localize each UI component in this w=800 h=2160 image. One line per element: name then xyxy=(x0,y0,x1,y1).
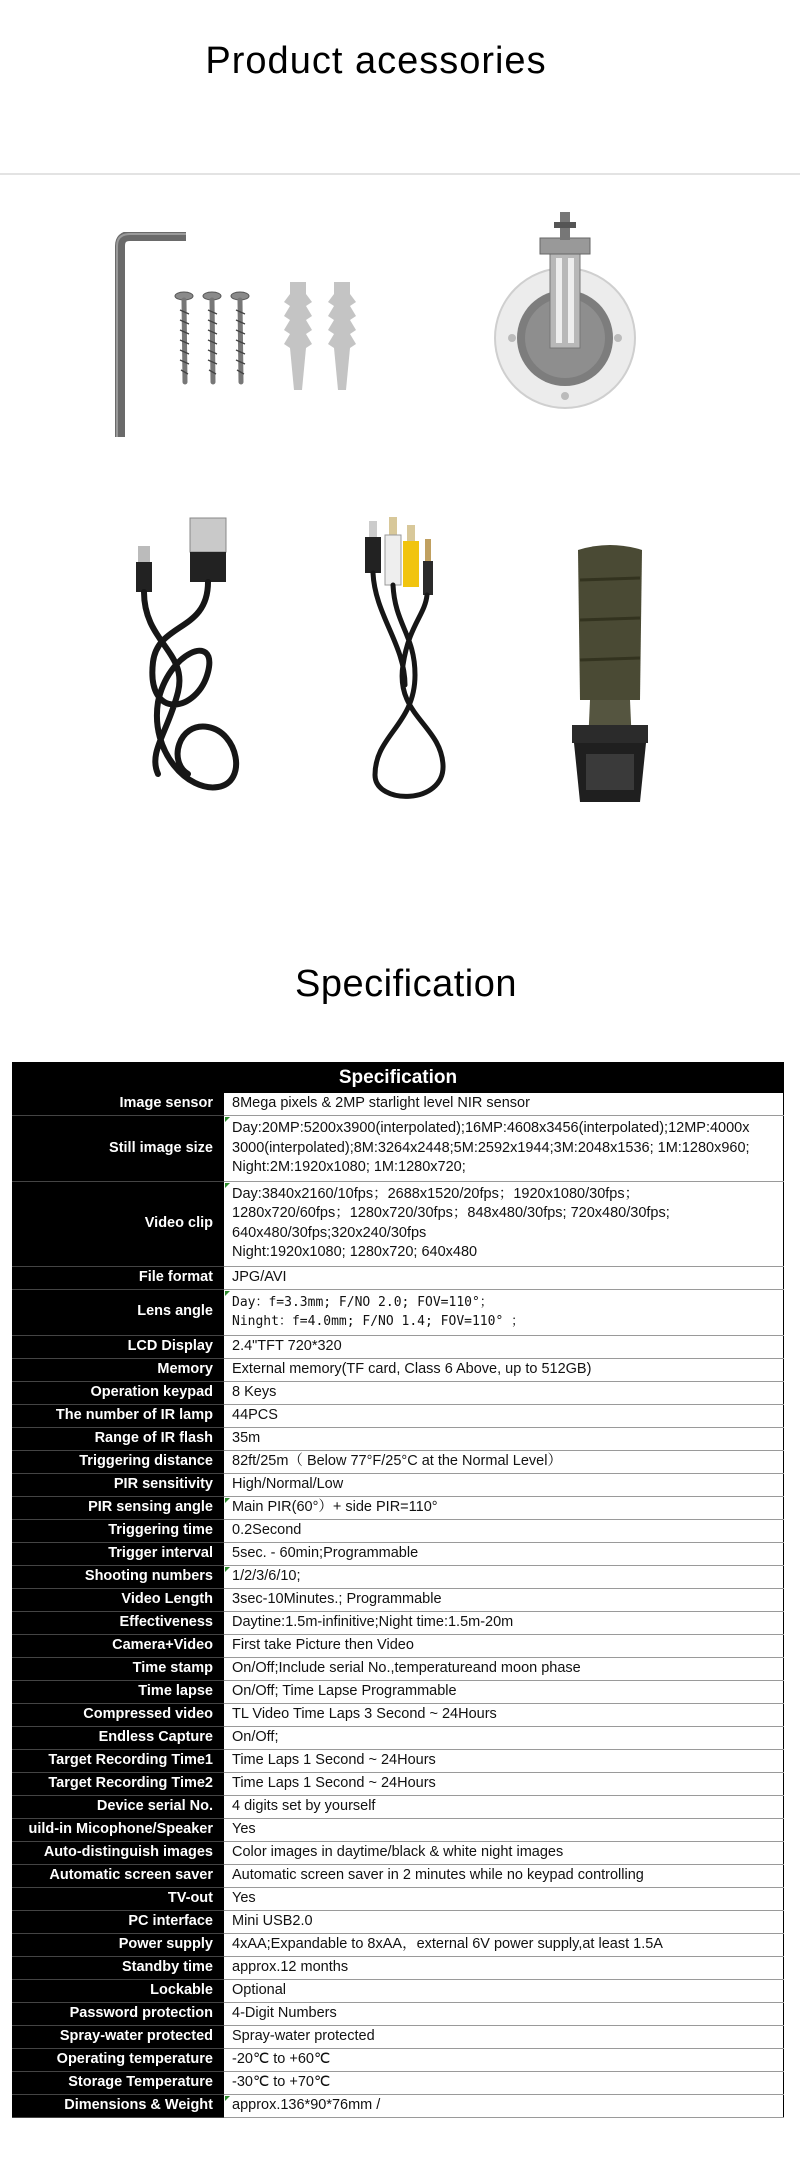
spec-value-text: 35m xyxy=(232,1429,261,1446)
wall-anchors-icon xyxy=(280,282,366,392)
cell-marker xyxy=(225,2096,230,2101)
spec-value xyxy=(224,1703,784,1726)
cell-marker xyxy=(225,1567,230,1572)
spec-label: Compressed video xyxy=(13,1703,224,1726)
table-row xyxy=(13,1726,784,1749)
spec-value xyxy=(224,1933,784,1956)
cell-marker xyxy=(225,1498,230,1503)
spec-value xyxy=(224,1358,784,1381)
table-row xyxy=(13,1611,784,1634)
spec-value-text: Mini USB2.0 xyxy=(232,1912,313,1929)
spec-value-text: Color images in daytime/black & white night images xyxy=(232,1843,564,1860)
table-row xyxy=(13,1910,784,1933)
cell-marker xyxy=(225,1291,230,1296)
table-row xyxy=(13,1496,784,1519)
spec-value-text: 1/2/3/6/10; xyxy=(232,1567,301,1584)
spec-value xyxy=(224,1093,784,1116)
table-row xyxy=(13,1542,784,1565)
spec-label: Triggering time xyxy=(13,1519,224,1542)
table-row xyxy=(13,1181,784,1266)
spec-value-text: 8Mega pixels & 2MP starlight level NIR sensor xyxy=(232,1095,530,1112)
strap-icon xyxy=(560,540,660,805)
spec-value-text: Yes xyxy=(232,1820,256,1837)
spec-value xyxy=(224,1519,784,1542)
spec-label: Dimensions & Weight xyxy=(13,2094,224,2117)
spec-label: Lockable xyxy=(13,1979,224,2002)
spec-value xyxy=(224,1427,784,1450)
spec-label: Target Recording Time1 xyxy=(13,1749,224,1772)
spec-value-text: 4 digits set by yourself xyxy=(232,1797,376,1814)
spec-value xyxy=(224,2071,784,2094)
table-row xyxy=(13,1588,784,1611)
spec-value-line: 3000(interpolated);8M:3264x2448;5M:2592x1944;3M:2048x1536; 1M:1280x960; xyxy=(232,1139,750,1156)
specification-heading: Specification xyxy=(295,963,517,1005)
spec-value-text: TL Video Time Laps 3 Second ~ 24Hours xyxy=(232,1705,497,1722)
table-row xyxy=(13,2002,784,2025)
spec-value-text: On/Off; xyxy=(232,1728,279,1745)
spec-value xyxy=(224,1956,784,1979)
spec-label: Time lapse xyxy=(13,1680,224,1703)
spec-value xyxy=(224,1795,784,1818)
spec-value xyxy=(224,2048,784,2071)
spec-value xyxy=(224,1381,784,1404)
spec-label: Range of IR flash xyxy=(13,1427,224,1450)
spec-label: Still image size xyxy=(13,1116,224,1182)
table-row xyxy=(13,1634,784,1657)
spec-value-text: JPG/AVI xyxy=(232,1268,287,1285)
spec-value-text: 44PCS xyxy=(232,1406,278,1423)
table-row xyxy=(13,1818,784,1841)
accessories-title: Product acessories xyxy=(205,40,547,82)
table-row xyxy=(13,1266,784,1289)
spec-label: Endless Capture xyxy=(13,1726,224,1749)
table-row xyxy=(13,1703,784,1726)
spec-value xyxy=(224,2094,784,2117)
spec-label: Time stamp xyxy=(13,1657,224,1680)
spec-value xyxy=(224,1335,784,1358)
spec-value-text: 5sec. - 60min;Programmable xyxy=(232,1544,419,1561)
spec-label: uild-in Micophone/Speaker xyxy=(13,1818,224,1841)
table-row xyxy=(13,1565,784,1588)
specification-table-title: Specification xyxy=(13,1063,784,1093)
spec-value xyxy=(224,2002,784,2025)
spec-label: Standby time xyxy=(13,1956,224,1979)
spec-label: Camera+Video xyxy=(13,1634,224,1657)
spec-value-text: 82ft/25m（ Below 77°F/25°C at the Normal Level） xyxy=(232,1452,562,1469)
spec-value-text: High/Normal/Low xyxy=(232,1475,344,1492)
spec-value xyxy=(224,1404,784,1427)
table-row xyxy=(13,1427,784,1450)
spec-value-line: Day：f=3.3mm; F/NO 2.0; FOV=110°； xyxy=(232,1294,493,1310)
spec-value xyxy=(224,1910,784,1933)
spec-value xyxy=(224,1818,784,1841)
table-row xyxy=(13,1093,784,1116)
table-row xyxy=(13,1519,784,1542)
spec-value xyxy=(224,1496,784,1519)
cell-marker xyxy=(225,1183,230,1188)
table-row xyxy=(13,1450,784,1473)
spec-value xyxy=(224,1772,784,1795)
table-row xyxy=(13,1841,784,1864)
table-row xyxy=(13,2094,784,2117)
spec-value xyxy=(224,1542,784,1565)
spec-value xyxy=(224,1588,784,1611)
spec-value-text: External memory(TF card, Class 6 Above, up to 512GB) xyxy=(232,1360,592,1377)
spec-value-line: Day:3840x2160/10fps；2688x1520/20fps；1920x1080/30fps； xyxy=(232,1185,640,1202)
specification-table xyxy=(12,1062,784,2118)
spec-value-text: Yes xyxy=(232,1889,256,1906)
table-row xyxy=(13,1680,784,1703)
spec-label: Password protection xyxy=(13,2002,224,2025)
spec-value-text: 4xAA;Expandable to 8xAA，external 6V power supply,at least 1.5A xyxy=(232,1935,663,1952)
spec-value-text: Spray-water protected xyxy=(232,2027,375,2044)
spec-label: Target Recording Time2 xyxy=(13,1772,224,1795)
spec-label: File format xyxy=(13,1266,224,1289)
spec-label: PIR sensitivity xyxy=(13,1473,224,1496)
spec-value xyxy=(224,1887,784,1910)
spec-value xyxy=(224,1726,784,1749)
wall-mount-bracket-icon xyxy=(490,208,640,418)
spec-value-text: approx.136*90*76mm / xyxy=(232,2096,381,2113)
spec-value-line: 1280x720/60fps；1280x720/30fps；848x480/30fps; 720x480/30fps; xyxy=(232,1205,670,1221)
table-row xyxy=(13,1956,784,1979)
screws-icon xyxy=(172,290,254,390)
spec-label: PC interface xyxy=(13,1910,224,1933)
table-row xyxy=(13,1657,784,1680)
table-row xyxy=(13,1404,784,1427)
table-row xyxy=(13,1979,784,2002)
spec-value-line: Night:2M:1920x1080; 1M:1280x720; xyxy=(232,1159,466,1175)
spec-value xyxy=(224,1657,784,1680)
spec-value xyxy=(224,1864,784,1887)
spec-value-text: Time Laps 1 Second ~ 24Hours xyxy=(232,1751,436,1768)
spec-value-text: 8 Keys xyxy=(232,1383,277,1400)
spec-value-text: Optional xyxy=(232,1981,287,1998)
table-row xyxy=(13,2071,784,2094)
spec-value-text: Main PIR(60°）+ side PIR=110° xyxy=(232,1498,438,1515)
spec-value xyxy=(224,1749,784,1772)
spec-value-text: -20℃ to +60℃ xyxy=(232,2050,331,2067)
spec-label: Auto-distinguish images xyxy=(13,1841,224,1864)
spec-label: Image sensor xyxy=(13,1093,224,1116)
spec-value xyxy=(224,1181,784,1266)
spec-label: Storage Temperature xyxy=(13,2071,224,2094)
spec-label: Video Length xyxy=(13,1588,224,1611)
spec-value xyxy=(224,1979,784,2002)
spec-label: TV-out xyxy=(13,1887,224,1910)
spec-value xyxy=(224,1473,784,1496)
spec-value-text: -30℃ to +70℃ xyxy=(232,2073,331,2090)
spec-value-line: Ninght：f=4.0mm; F/NO 1.4; FOV=110° ； xyxy=(232,1314,525,1329)
table-row xyxy=(13,2025,784,2048)
spec-label: Effectiveness xyxy=(13,1611,224,1634)
spec-value xyxy=(224,1289,784,1335)
spec-label: PIR sensing angle xyxy=(13,1496,224,1519)
table-row xyxy=(13,1933,784,1956)
table-row xyxy=(13,1749,784,1772)
spec-label: Video clip xyxy=(13,1181,224,1266)
spec-value-text: 0.2Second xyxy=(232,1521,302,1538)
spec-value-text: 2.4"TFT 720*320 xyxy=(232,1337,342,1354)
spec-label: Automatic screen saver xyxy=(13,1864,224,1887)
spec-value xyxy=(224,1841,784,1864)
cell-marker xyxy=(225,1117,230,1122)
spec-value-text: On/Off;Include serial No.,temperatureand moon phase xyxy=(232,1659,581,1676)
spec-value xyxy=(224,2025,784,2048)
spec-value-text: approx.12 months xyxy=(232,1958,349,1975)
specification-rows xyxy=(13,1093,784,2118)
spec-value xyxy=(224,1611,784,1634)
spec-label: Operating temperature xyxy=(13,2048,224,2071)
table-row xyxy=(13,1358,784,1381)
spec-value-text: Time Laps 1 Second ~ 24Hours xyxy=(232,1774,436,1791)
spec-label: Triggering distance xyxy=(13,1450,224,1473)
spec-value xyxy=(224,1565,784,1588)
table-row xyxy=(13,2048,784,2071)
usb-cable-icon xyxy=(128,512,268,802)
spec-value-text: 4-Digit Numbers xyxy=(232,2004,337,2021)
table-row xyxy=(13,1864,784,1887)
spec-value xyxy=(224,1450,784,1473)
spec-label: Device serial No. xyxy=(13,1795,224,1818)
table-row xyxy=(13,1887,784,1910)
table-row xyxy=(13,1795,784,1818)
spec-label: Memory xyxy=(13,1358,224,1381)
spec-label: The number of IR lamp xyxy=(13,1404,224,1427)
spec-label: LCD Display xyxy=(13,1335,224,1358)
spec-value xyxy=(224,1680,784,1703)
spec-value xyxy=(224,1634,784,1657)
section-divider xyxy=(0,173,800,175)
spec-value-text: First take Picture then Video xyxy=(232,1636,414,1653)
spec-label: Operation keypad xyxy=(13,1381,224,1404)
table-row xyxy=(13,1381,784,1404)
table-row xyxy=(13,1772,784,1795)
spec-value-text: Automatic screen saver in 2 minutes while no keypad controlling xyxy=(232,1866,644,1883)
spec-label: Shooting numbers xyxy=(13,1565,224,1588)
spec-value-text: Daytine:1.5m-infinitive;Night time:1.5m-20m xyxy=(232,1613,514,1630)
spec-value xyxy=(224,1266,784,1289)
spec-label: Trigger interval xyxy=(13,1542,224,1565)
table-row xyxy=(13,1116,784,1182)
spec-value-line: 640x480/30fps;320x240/30fps xyxy=(232,1224,427,1241)
spec-label: Lens angle xyxy=(13,1289,224,1335)
table-row xyxy=(13,1289,784,1335)
av-cable-icon xyxy=(355,515,465,810)
spec-value-line: Night:1920x1080; 1280x720; 640x480 xyxy=(232,1244,478,1260)
spec-value-text: 3sec-10Minutes.; Programmable xyxy=(232,1590,442,1607)
spec-value-text: On/Off; Time Lapse Programmable xyxy=(232,1682,457,1699)
spec-value-line: Day:20MP:5200x3900(interpolated);16MP:4608x3456(interpolated);12MP:4000x xyxy=(232,1120,750,1136)
spec-label: Spray-water protected xyxy=(13,2025,224,2048)
spec-label: Power supply xyxy=(13,1933,224,1956)
spec-value xyxy=(224,1116,784,1182)
table-row xyxy=(13,1473,784,1496)
table-row xyxy=(13,1335,784,1358)
